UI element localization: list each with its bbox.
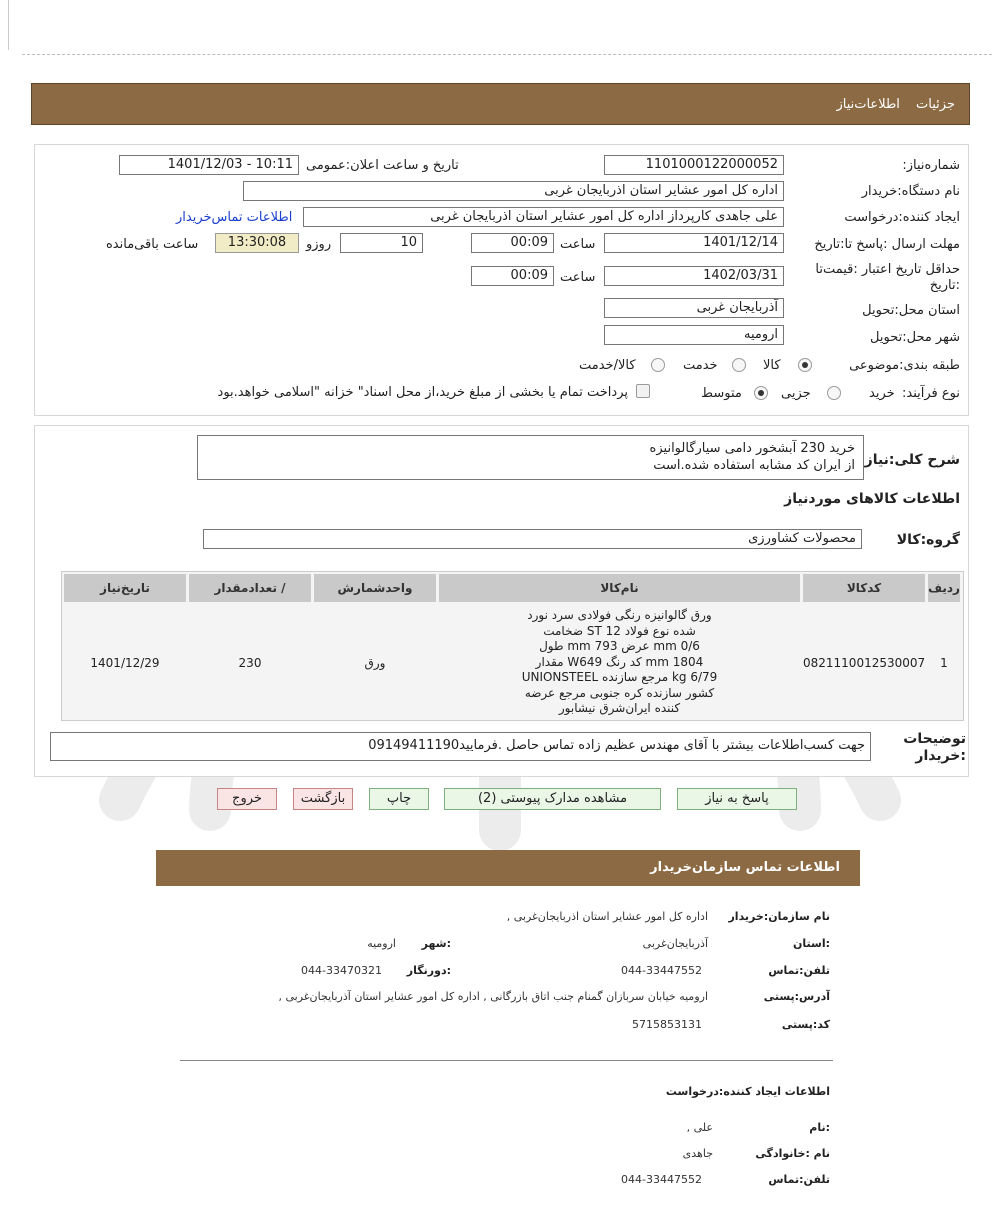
breadcrumb-need-info[interactable]: اطلاعات‌نیاز: [836, 97, 900, 112]
validity-label-2: :تاریخ: [929, 278, 960, 293]
creator-label: ایجاد کننده:درخواست: [844, 210, 960, 225]
treasury-payment-checkbox[interactable]: [636, 384, 650, 398]
buyer-org-label: نام دستگاه‌:خریدار: [861, 184, 960, 199]
remaining-time-field: 13:30:08: [215, 233, 299, 253]
process-buy-label: خرید: [869, 386, 895, 401]
contact-province-label: :استان: [793, 937, 830, 950]
treasury-payment-note: پرداخت تمام یا بخشی از مبلغ خرید،از محل اسناد" خزانه "اسلامی خواهد.بود: [217, 385, 628, 400]
creator-phone-value: 044-33447552: [621, 1173, 702, 1186]
top-divider: [22, 54, 992, 55]
creator-family-label: نام :خانوادگی: [755, 1147, 830, 1160]
exit-button[interactable]: خروج: [217, 788, 277, 810]
creator-phone-label: تلفن:تماس: [768, 1173, 830, 1186]
process-label: نوع فرآیند:: [902, 386, 960, 401]
process-medium-radio[interactable]: [754, 386, 768, 400]
breadcrumb-details[interactable]: جزئیات: [916, 97, 955, 112]
table-header-row-no: ردیف: [928, 574, 960, 602]
table-cell-row-no: 1: [940, 656, 948, 670]
description-box: [197, 435, 864, 480]
validity-time-field: 00:09: [471, 266, 554, 286]
contact-header: [156, 850, 860, 886]
description-line-1: خرید 230 آبشخور دامی سیارگالوانیزه: [649, 441, 855, 456]
item-desc-line: 0/6 mm عرض 793 mm طول: [539, 639, 700, 653]
need-number-label: شماره‌نیاز:: [902, 158, 960, 173]
contact-org-label: نام سازمان:خریدار: [728, 910, 830, 923]
category-goods-radio[interactable]: [798, 358, 812, 372]
item-desc-line: 6/79 kg مرجع سازنده UNIONSTEEL: [521, 670, 718, 684]
item-desc-line: کننده ایران‌شرق نیشابور: [558, 701, 681, 715]
back-button[interactable]: بازگشت: [293, 788, 353, 810]
contact-divider: [180, 1060, 833, 1061]
page-header: [31, 83, 970, 125]
send-deadline-label: مهلت ارسال :پاسخ تا:تاریخ: [814, 237, 960, 252]
remaining-label: ساعت باقی‌مانده: [106, 237, 199, 252]
creator-info-title: اطلاعات ایجاد کننده:درخواست: [665, 1085, 830, 1098]
buyer-contact-link[interactable]: اطلاعات تماس‌خریدار: [176, 210, 293, 225]
send-date-field: 1401/12/14: [604, 233, 784, 253]
send-time-label: ساعت: [560, 237, 596, 252]
contact-fax-label: :دورنگار: [406, 964, 451, 977]
process-minor-label: جزیی: [781, 386, 811, 401]
process-minor-radio[interactable]: [827, 386, 841, 400]
table-header-name: نام‌کالا: [439, 574, 800, 602]
goods-group-field: محصولات کشاورزی: [203, 529, 862, 549]
buyer-notes-label-2: :خریدار: [915, 748, 966, 764]
contact-address-value: ارومیه خیابان سربازان گمنام جنب اتاق بازرگانی , اداره کل امور عشایر استان آذربایجان‌غربی ,: [278, 990, 708, 1003]
print-button[interactable]: چاپ: [369, 788, 429, 810]
category-label: طبقه بندی:موضوعی: [849, 358, 960, 373]
process-medium-label: متوسط: [701, 386, 742, 401]
table-header-qty: تعدادمقدار /: [189, 574, 311, 602]
category-service-label: خدمت: [683, 358, 718, 373]
category-goods-label: کالا: [763, 358, 781, 373]
creator-name-value: علی ,: [686, 1121, 713, 1134]
category-goods-service-radio[interactable]: [651, 358, 665, 372]
province-field: آذربایجان غربی: [604, 298, 784, 318]
days-field: 10: [340, 233, 423, 253]
description-label: شرح کلی:نیاز: [864, 452, 960, 468]
view-attachments-button[interactable]: مشاهده مدارک پیوستی (2): [444, 788, 661, 810]
creator-family-value: جاهدی: [682, 1147, 713, 1160]
contact-postal-value: 5715853131: [632, 1018, 702, 1031]
validity-date-field: 1402/03/31: [604, 266, 784, 286]
contact-city-label: :شهر: [421, 937, 451, 950]
buyer-notes-field: جهت کسب‌اطلاعات بیشتر با آقای مهندس عظیم زاده تماس حاصل .فرمایید09149411190: [50, 732, 871, 761]
validity-time-label: ساعت: [560, 270, 596, 285]
city-label: شهر محل:تحویل: [870, 330, 960, 345]
table-header-date: تاریخ‌نیاز: [64, 574, 186, 602]
item-desc-line: ورق گالوانیزه رنگی فولادی سرد نورد: [527, 608, 712, 622]
reply-button[interactable]: پاسخ به نیاز: [677, 788, 797, 810]
announce-label: تاریخ و ساعت اعلان:عمومی: [306, 158, 459, 173]
table-cell-unit: ورق: [364, 656, 386, 670]
table-cell-code: 0821110012530007: [803, 656, 926, 670]
validity-label-1: حداقل تاریخ اعتبار :قیمت‌تا: [815, 262, 960, 277]
buyer-org-field: اداره کل امور عشایر استان اذربایجان غربی: [243, 181, 784, 201]
days-label: روزو: [306, 237, 332, 252]
buyer-notes-label-1: توضیحات: [903, 731, 966, 747]
contact-address-label: آدرس:پستی: [763, 990, 830, 1003]
contact-fax-value: 044-33470321: [301, 964, 382, 977]
contact-province-value: آذربایجان‌غربی: [642, 937, 708, 950]
contact-postal-label: کد:پستی: [781, 1018, 830, 1031]
province-label: استان محل:تحویل: [862, 303, 960, 318]
category-goods-service-label: کالا/خدمت: [579, 358, 636, 373]
table-cell-name: [439, 608, 800, 717]
breadcrumb: [824, 97, 955, 112]
item-desc-line: کشور سازنده کره جنوبی مرجع عرضه: [524, 685, 715, 700]
need-number-field: 1101000122000052: [604, 155, 784, 175]
creator-name-label: :نام: [809, 1121, 830, 1134]
contact-city-value: ارومیه: [367, 937, 396, 950]
table-header-unit: واحدشمارش: [314, 574, 436, 602]
contact-phone-label: تلفن:تماس: [768, 964, 830, 977]
left-rule: [8, 0, 9, 50]
table-header-code: کدکالا: [803, 574, 925, 602]
goods-group-label: گروه:کالا: [896, 532, 960, 548]
announce-field: 1401/12/03 - 10:11: [119, 155, 299, 175]
goods-section-title: اطلاعات کالاهای موردنیاز: [784, 491, 960, 507]
send-time-field: 00:09: [471, 233, 554, 253]
creator-field: علی جاهدی کارپرداز اداره کل امور عشایر استان اذربایجان غربی: [303, 207, 784, 227]
table-cell-qty: 230: [238, 656, 262, 670]
description-line-2: از ایران کد مشابه استفاده شده.است: [653, 458, 855, 473]
table-cell-date: 1401/12/29: [90, 656, 160, 670]
contact-phone-value: 044-33447552: [621, 964, 702, 977]
item-desc-line: 1804 mm کد رنگ W649 مقدار: [535, 654, 704, 669]
contact-org-value: اداره کل امور عشایر استان اذربایجان‌غربی ,: [506, 910, 708, 923]
item-desc-line: شده نوع فولاد ST 12 ضخامت: [543, 623, 696, 638]
contact-header-title: اطلاعات تماس سازمان‌خریدار: [650, 860, 840, 875]
city-field: ارومیه: [604, 325, 784, 345]
category-service-radio[interactable]: [732, 358, 746, 372]
